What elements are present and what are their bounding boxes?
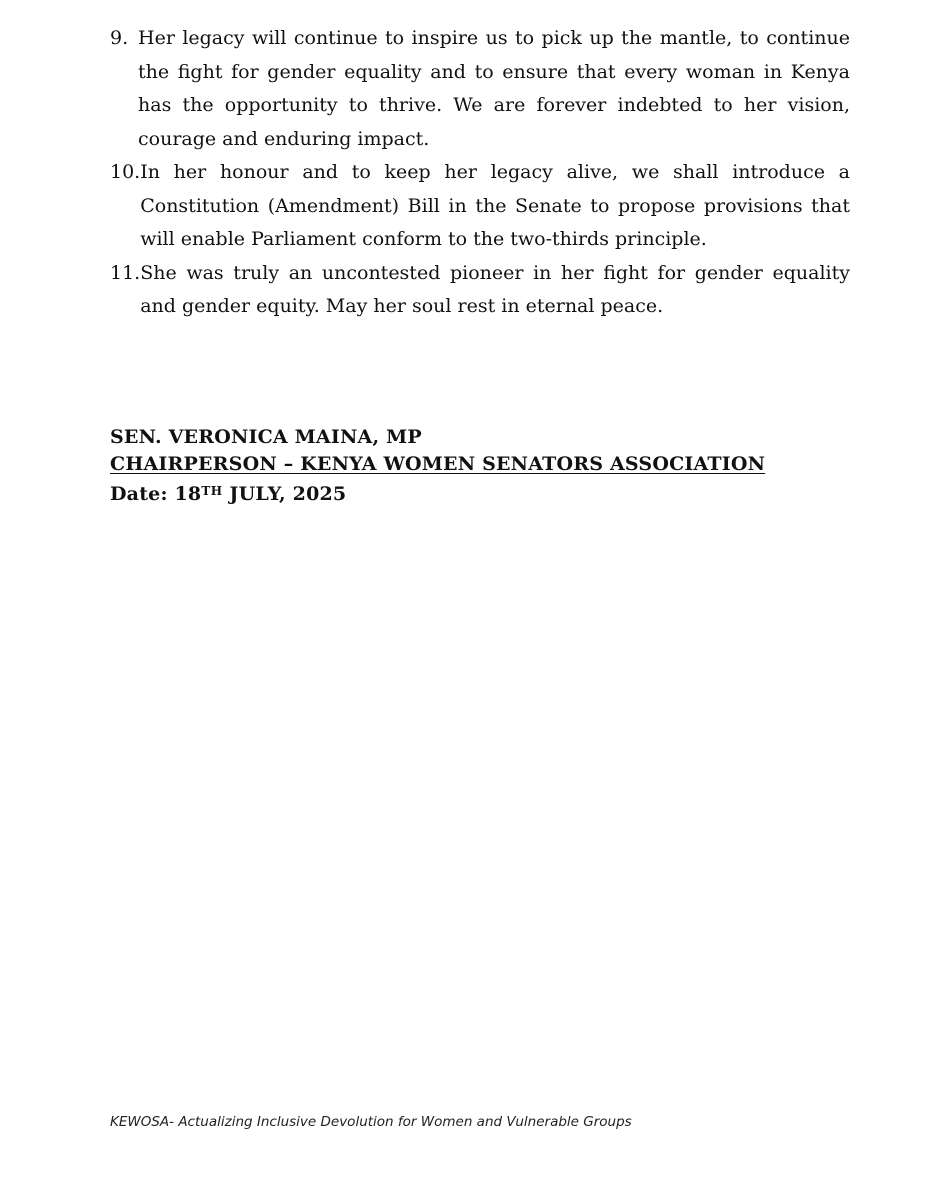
list-item-11 (110, 257, 850, 324)
list-item-10 (110, 156, 850, 257)
date-prefix: Date: 18 (110, 483, 202, 505)
numbered-list (110, 22, 850, 324)
list-item-number: 11. (110, 261, 141, 284)
list-item-text: Her legacy will continue to inspire us to pick up the mantle, to continue the fight for gender equality and to ensure that every woman in Kenya has the opportunity to thrive. We are forever indebted to her vision, courage and enduring impact. (138, 27, 850, 150)
signature-date (110, 478, 765, 508)
signatory-name: SEN. VERONICA MAINA, MP (110, 426, 422, 448)
signatory-title: CHAIRPERSON – KENYA WOMEN SENATORS ASSOCIATION (110, 453, 766, 475)
list-item-number: 10. (110, 161, 141, 183)
page-footer: KEWOSA- Actualizing Inclusive Devolution for Women and Vulnerable Groups (110, 1114, 632, 1130)
list-item-number: 9. (110, 27, 129, 49)
list-item-9 (110, 22, 850, 156)
list-item-text: In her honour and to keep her legacy alive, we shall introduce a Constitution (Amendment) Bill in the Senate to propose provisions that will enable Parliament conform to the two-thirds principle. (140, 161, 850, 250)
date-ordinal-suffix: TH (201, 484, 223, 498)
date-suffix: JULY, 2025 (222, 483, 347, 505)
signature-block (110, 424, 765, 508)
list-item-text: She was truly an uncontested pioneer in her fight for gender equality and gender equity. May her soul rest in eternal peace. (140, 261, 850, 317)
